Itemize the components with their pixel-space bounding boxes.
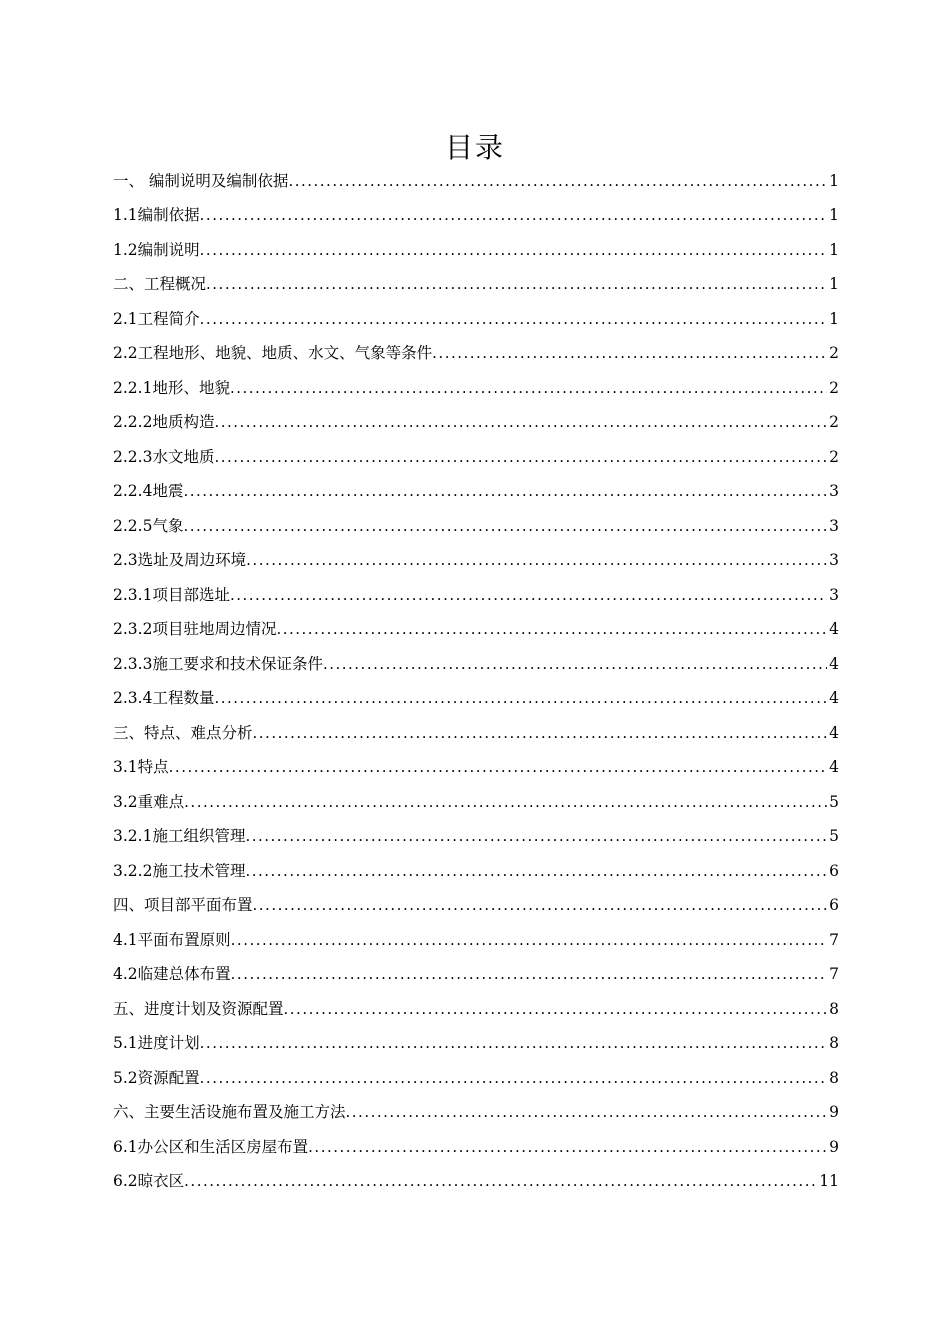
toc-entry-page-number: 1 (829, 309, 839, 328)
toc-leader-dots (245, 861, 827, 881)
toc-leader-dots (308, 1137, 827, 1157)
toc-entry[interactable] (113, 1088, 839, 1123)
toc-entry-label: 4.2临建总体布置 (113, 965, 231, 983)
toc-entry-label: 2.2.5气象 (113, 516, 184, 535)
toc-entry[interactable] (113, 501, 839, 536)
toc-entry[interactable] (113, 605, 839, 640)
toc-leader-dots (432, 343, 827, 363)
toc-entry-label: 5.1进度计划 (113, 1034, 200, 1052)
toc-entry-label: 3.2.1施工组织管理 (113, 827, 246, 845)
toc-entry-page-number: 1 (829, 206, 839, 224)
toc-leader-dots (323, 654, 827, 674)
toc-entry-label: 六、主要生活设施布置及施工方法 (113, 1103, 346, 1121)
toc-entry[interactable] (113, 225, 839, 260)
toc-entry-label: 四、项目部平面布置 (113, 896, 253, 914)
toc-entry[interactable] (113, 743, 839, 778)
toc-entry-page-number: 7 (829, 965, 839, 983)
toc-entry-page-number: 8 (829, 1034, 839, 1052)
toc-leader-dots (200, 1068, 827, 1088)
toc-entry-page-number: 5 (829, 827, 839, 845)
toc-entry-page-number: 2 (829, 378, 839, 397)
toc-entry[interactable] (113, 536, 839, 571)
toc-leader-dots (183, 481, 827, 501)
toc-entry-label: 二、工程概况 (113, 275, 207, 293)
toc-entry-label: 2.2.4地震 (113, 482, 184, 500)
toc-leader-dots (200, 309, 827, 329)
toc-leader-dots (184, 1171, 817, 1191)
toc-entry-page-number: 7 (829, 930, 839, 949)
toc-leader-dots (276, 619, 827, 639)
toc-entry[interactable] (113, 674, 839, 709)
toc-entry-page-number: 1 (829, 275, 839, 293)
toc-entry[interactable] (113, 846, 839, 881)
toc-entry[interactable] (113, 639, 839, 674)
toc-entry[interactable] (113, 1122, 839, 1157)
toc-entry-page-number: 6 (829, 861, 839, 880)
toc-leader-dots (200, 240, 827, 260)
toc-entry-page-number: 3 (829, 516, 839, 535)
toc-entry[interactable] (113, 398, 839, 433)
toc-entry-page-number: 4 (829, 654, 839, 673)
toc-entry-label: 4.1平面布置原则 (113, 930, 231, 949)
toc-entry-label: 2.2.2地质构造 (113, 413, 215, 431)
toc-entry-label: 2.2.3水文地质 (113, 447, 215, 466)
toc-entry[interactable] (113, 950, 839, 985)
toc-leader-dots (214, 447, 827, 467)
toc-entry[interactable] (113, 915, 839, 950)
toc-leader-dots (284, 999, 828, 1019)
toc-entry-label: 一、 编制说明及编制依据 (113, 171, 289, 190)
toc-leader-dots (214, 688, 827, 708)
toc-entry[interactable] (113, 467, 839, 502)
toc-entry-page-number: 11 (819, 1172, 839, 1190)
toc-entry[interactable] (113, 570, 839, 605)
toc-entry-page-number: 2 (829, 447, 839, 466)
toc-entry-page-number: 4 (829, 689, 839, 707)
toc-leader-dots (230, 378, 827, 398)
toc-entry-label: 3.2.2施工技术管理 (113, 861, 246, 880)
toc-entry-label: 2.3选址及周边环境 (113, 551, 247, 569)
toc-entry[interactable] (113, 777, 839, 812)
table-of-contents (113, 156, 839, 1191)
toc-leader-dots (169, 757, 827, 777)
toc-entry[interactable] (113, 156, 839, 191)
toc-leader-dots (184, 792, 827, 812)
toc-leader-dots (214, 412, 827, 432)
toc-entry-label: 6.1办公区和生活区房屋布置 (113, 1137, 309, 1156)
toc-entry-label: 五、进度计划及资源配置 (113, 999, 284, 1018)
toc-entry-label: 6.2晾衣区 (113, 1172, 185, 1190)
toc-entry[interactable] (113, 329, 839, 364)
toc-entry-page-number: 4 (829, 723, 839, 742)
toc-entry-label: 2.3.3施工要求和技术保证条件 (113, 654, 323, 673)
toc-leader-dots (183, 516, 827, 536)
toc-leader-dots (253, 895, 828, 915)
toc-entry-label: 1.2编制说明 (113, 240, 200, 259)
toc-entry[interactable] (113, 881, 839, 916)
toc-entry-label: 3.1特点 (113, 758, 169, 776)
toc-leader-dots (245, 826, 827, 846)
toc-entry[interactable] (113, 432, 839, 467)
toc-entry-label: 三、特点、难点分析 (113, 723, 253, 742)
toc-entry-page-number: 9 (829, 1137, 839, 1156)
toc-entry-label: 2.3.1项目部选址 (113, 585, 230, 604)
toc-entry[interactable] (113, 708, 839, 743)
toc-leader-dots (230, 585, 827, 605)
toc-entry[interactable] (113, 812, 839, 847)
toc-entry-label: 1.1编制依据 (113, 206, 200, 224)
toc-leader-dots (206, 274, 827, 294)
toc-entry-page-number: 3 (829, 482, 839, 500)
toc-leader-dots (246, 550, 827, 570)
toc-entry[interactable] (113, 984, 839, 1019)
toc-entry-label: 2.2工程地形、地貌、地质、水文、气象等条件 (113, 344, 433, 362)
toc-entry-page-number: 2 (829, 413, 839, 431)
toc-entry-page-number: 6 (829, 896, 839, 914)
toc-entry-page-number: 8 (829, 999, 839, 1018)
toc-leader-dots (288, 171, 827, 191)
toc-entry-page-number: 1 (829, 171, 839, 190)
toc-leader-dots (231, 964, 827, 984)
toc-entry-label: 5.2资源配置 (113, 1068, 200, 1087)
toc-entry-label: 2.2.1地形、地貌 (113, 378, 230, 397)
toc-entry-label: 2.3.4工程数量 (113, 689, 215, 707)
toc-entry-page-number: 8 (829, 1068, 839, 1087)
toc-entry-page-number: 9 (829, 1103, 839, 1121)
toc-entry-page-number: 2 (829, 344, 839, 362)
toc-leader-dots (231, 930, 827, 950)
toc-entry-page-number: 5 (829, 792, 839, 811)
toc-leader-dots (253, 723, 828, 743)
toc-entry-page-number: 4 (829, 620, 839, 638)
toc-entry[interactable] (113, 191, 839, 226)
toc-leader-dots (346, 1102, 828, 1122)
toc-entry[interactable] (113, 1019, 839, 1054)
toc-entry-label: 2.1工程简介 (113, 309, 200, 328)
toc-entry-label: 3.2重难点 (113, 792, 185, 811)
toc-leader-dots (200, 205, 827, 225)
toc-entry[interactable] (113, 1157, 839, 1192)
toc-entry[interactable] (113, 294, 839, 329)
toc-entry-label: 2.3.2项目驻地周边情况 (113, 620, 277, 638)
toc-entry[interactable] (113, 1053, 839, 1088)
toc-entry-page-number: 3 (829, 551, 839, 569)
toc-entry[interactable] (113, 260, 839, 295)
toc-entry-page-number: 3 (829, 585, 839, 604)
toc-entry-page-number: 4 (829, 758, 839, 776)
toc-leader-dots (200, 1033, 827, 1053)
toc-entry[interactable] (113, 363, 839, 398)
page-title: 目录 (444, 131, 505, 164)
toc-entry-page-number: 1 (829, 240, 839, 259)
